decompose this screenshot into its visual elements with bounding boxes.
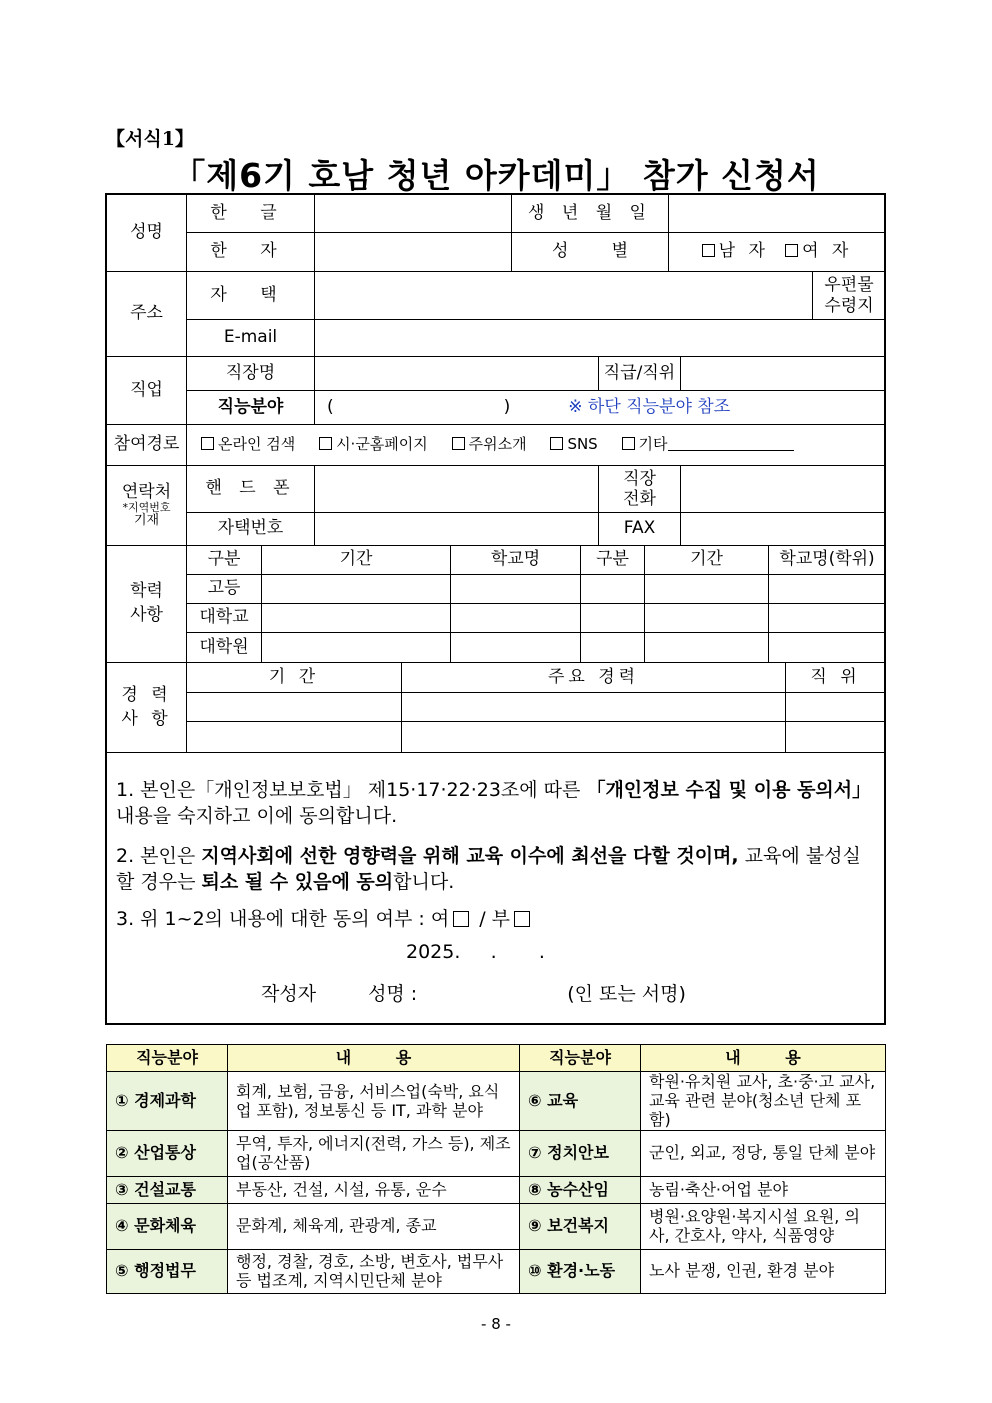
workplace-input[interactable] (315, 357, 599, 391)
edu-cell[interactable] (645, 604, 769, 633)
route-online-label: 온라인 검색 (218, 435, 296, 454)
workplace-label: 직장명 (187, 357, 315, 391)
ref-header-content: 내 용 (228, 1045, 520, 1072)
edu-header-school-degree: 학교명(학위) (769, 546, 886, 575)
edu-cell[interactable] (451, 633, 581, 663)
ref-category: ③ 건설교통 (107, 1176, 228, 1203)
edu-header-period-2: 기간 (645, 546, 769, 575)
edu-cell[interactable] (645, 633, 769, 663)
email-label: E-mail (187, 320, 315, 357)
ref-category: ⑩ 환경·노동 (520, 1249, 641, 1293)
gender-options (669, 233, 886, 272)
route-sns-label: SNS (567, 435, 598, 454)
agreement-item3-no: / 부 (473, 908, 511, 930)
contact-section (106, 465, 886, 546)
ref-category: ⑧ 농수산임 (520, 1176, 641, 1203)
name-section (106, 194, 886, 272)
agreement-item1-text-a: 1. 본인은「개인정보보호법」 제15·17·22·23조에 따른 (116, 779, 587, 801)
route-referral-label: 주위소개 (468, 435, 527, 454)
edu-row-university: 대학교 (187, 604, 262, 633)
ref-description: 군인, 외교, 정당, 통일 단체 분야 (641, 1130, 886, 1176)
edu-row-highschool: 고등 (187, 575, 262, 604)
route-other-input[interactable] (668, 436, 794, 451)
career-cell[interactable] (786, 722, 886, 753)
career-cell[interactable] (187, 693, 402, 722)
contact-label: 연락처 (121, 481, 172, 502)
male-checkbox[interactable] (702, 244, 715, 257)
career-cell[interactable] (187, 722, 402, 753)
edu-header-type-2: 구분 (581, 546, 645, 575)
agreement-item2-bold: 지역사회에 선한 영향력을 위해 교육 이수에 최선을 다할 것이며, (201, 845, 739, 867)
agreement-item3-text: 3. 위 1~2의 내용에 대한 동의 여부 : 여 (116, 908, 450, 930)
email-input[interactable] (315, 320, 886, 357)
ref-description: 노사 분쟁, 인권, 환경 분야 (641, 1249, 886, 1293)
agreement-signature-line (261, 982, 821, 1008)
route-sns-checkbox[interactable] (550, 437, 563, 450)
ref-description: 행정, 경찰, 경호, 소방, 변호사, 법무사 등 법조계, 지역시민단체 분야 (228, 1249, 520, 1293)
education-label-cell (107, 546, 187, 663)
agreement-item-2 (116, 844, 876, 895)
signer-name-label: 성명 : (368, 983, 418, 1005)
ref-category: ⑦ 정치안보 (520, 1130, 641, 1176)
agreement-item1-text-c: 내용을 숙지하고 이에 동의합니다. (116, 804, 398, 827)
contact-note-line2: 기재 (133, 512, 160, 528)
edu-cell[interactable] (645, 575, 769, 604)
ref-description: 무역, 투자, 에너지(전력, 가스 등), 제조업(공산품) (228, 1130, 520, 1176)
agreement-item2-text-c: 교육에 불성실할 경우는 (116, 845, 861, 893)
agreement-section (106, 752, 885, 1024)
ref-category: ④ 문화체육 (107, 1203, 228, 1249)
fax-input[interactable] (681, 513, 886, 546)
career-header-period: 기 간 (187, 663, 402, 693)
edu-cell[interactable] (581, 604, 645, 633)
career-label-line2: 사 항 (121, 708, 172, 729)
edu-cell[interactable] (262, 575, 451, 604)
ref-header-field: 직능분야 (107, 1045, 228, 1072)
agreement-item2-bold-2: 퇴소 될 수 있음에 동의 (201, 870, 394, 893)
birth-date-input[interactable] (669, 195, 886, 233)
birth-date-label: 생 년 월 일 (512, 195, 669, 233)
edu-cell[interactable] (581, 633, 645, 663)
ref-category: ⑤ 행정법무 (107, 1249, 228, 1293)
agreement-item-1 (116, 778, 876, 829)
ref-category: ① 경제과학 (107, 1072, 228, 1131)
route-online-checkbox[interactable] (201, 437, 214, 450)
edu-header-type: 구분 (187, 546, 262, 575)
document-title: 「제6기 호남 청년 아카데미」 참가 신청서 (172, 156, 820, 195)
route-homepage-label: 시·군홈페이지 (336, 435, 428, 454)
job-field-label: 직능분야 (187, 391, 315, 425)
edu-cell[interactable] (451, 604, 581, 633)
agreement-item1-bold: 「개인정보 수집 및 이용 동의서」 (586, 779, 872, 801)
route-label: 참여경로 (107, 425, 187, 466)
career-header-main: 주요 경력 (402, 663, 786, 693)
edu-cell[interactable] (769, 633, 886, 663)
edu-row-graduate: 대학원 (187, 633, 262, 663)
contact-label-cell (107, 466, 187, 546)
job-field-note: ※ 하단 직능분야 참조 (568, 396, 731, 417)
education-label-line1: 학력 (130, 581, 163, 602)
edu-cell[interactable] (581, 575, 645, 604)
ref-description: 회계, 보험, 금융, 서비스업(숙박, 요식업 포함), 정보통신 등 IT, 과학 분야 (228, 1072, 520, 1131)
ref-description: 부동산, 건설, 시설, 유통, 운수 (228, 1176, 520, 1203)
edu-header-period: 기간 (262, 546, 451, 575)
mail-receive-label (813, 272, 886, 320)
address-section (106, 271, 886, 357)
agreement-item2-text-a: 2. 본인은 (116, 845, 202, 867)
gender-label: 성 별 (512, 233, 669, 272)
home-phone-input[interactable] (315, 513, 599, 546)
education-label-line2: 사항 (130, 605, 163, 625)
career-cell[interactable] (402, 693, 786, 722)
career-label-cell (107, 663, 187, 753)
edu-cell[interactable] (769, 604, 886, 633)
career-label-line1: 경 력 (121, 684, 172, 705)
ref-category: ⑥ 교육 (520, 1072, 641, 1131)
ref-category: ② 산업통상 (107, 1130, 228, 1176)
agree-no-checkbox[interactable] (514, 911, 530, 927)
job-field-input[interactable] (315, 391, 886, 425)
hanja-name-label: 한 자 (187, 233, 315, 272)
mail-receive-line1: 우편물 (824, 275, 874, 296)
edu-cell[interactable] (451, 575, 581, 604)
fax-label: FAX (599, 513, 681, 546)
home-address-label: 자 택 (187, 272, 315, 320)
home-address-input[interactable] (315, 272, 813, 320)
address-label: 주소 (107, 272, 187, 357)
agreement-item2-text-e: 합니다. (393, 870, 455, 893)
seal-label: (인 또는 서명) (567, 983, 686, 1005)
female-checkbox[interactable] (785, 244, 798, 257)
ref-category: ⑨ 보건복지 (520, 1203, 641, 1249)
route-options (187, 425, 886, 466)
position-input[interactable] (681, 357, 886, 391)
form-number-label: 【서식1】 (106, 128, 194, 150)
mobile-label: 핸 드 폰 (187, 466, 315, 513)
ref-description: 농림·축산·어업 분야 (641, 1176, 886, 1203)
office-phone-line2: 전화 (623, 489, 656, 509)
route-other-label: 기타 (638, 435, 668, 454)
female-label: 여 자 (802, 241, 853, 262)
position-label: 직급/직위 (599, 357, 681, 391)
ref-description: 문화계, 체육계, 관광계, 종교 (228, 1203, 520, 1249)
hanja-name-input[interactable] (315, 233, 512, 272)
ref-header-content-2: 내 용 (641, 1045, 886, 1072)
office-phone-label (599, 466, 681, 513)
agree-yes-checkbox[interactable] (453, 911, 469, 927)
contact-note-line1: *지역번호 (122, 500, 171, 514)
job-field-open-paren: ( (327, 396, 334, 417)
ref-description: 병원·요양원·복지시설 요원, 의사, 간호사, 약사, 식품영양 (641, 1203, 886, 1249)
career-cell[interactable] (786, 693, 886, 722)
signer-label: 작성자 (261, 983, 317, 1005)
job-section (106, 356, 886, 425)
job-field-reference-table (106, 1044, 886, 1294)
korean-name-input[interactable] (315, 195, 512, 233)
office-phone-line1: 직장 (623, 468, 656, 489)
male-label: 남 자 (718, 241, 769, 262)
agreement-item-3 (116, 907, 876, 933)
route-other-checkbox[interactable] (622, 437, 635, 450)
edu-cell[interactable] (262, 604, 451, 633)
mobile-input[interactable] (315, 466, 599, 513)
mail-receive-line2: 수령지 (824, 295, 874, 316)
route-homepage-checkbox[interactable] (319, 437, 332, 450)
agreement-date: 2025. . . (406, 941, 545, 963)
ref-header-field-2: 직능분야 (520, 1045, 641, 1072)
name-label: 성명 (107, 195, 187, 272)
career-section (106, 662, 886, 753)
career-header-position: 직 위 (786, 663, 886, 693)
career-cell[interactable] (402, 722, 786, 753)
job-label: 직업 (107, 357, 187, 425)
ref-description: 학원·유치원 교사, 초·중·고 교사, 교육 관련 분야(청소년 단체 포함) (641, 1072, 886, 1131)
page-number: - 8 - (481, 1315, 511, 1333)
edu-cell[interactable] (769, 575, 886, 604)
korean-name-label: 한 글 (187, 195, 315, 233)
job-field-close-paren: ) (503, 396, 511, 417)
office-phone-input[interactable] (681, 466, 886, 513)
education-section (106, 545, 886, 663)
home-phone-label: 자택번호 (187, 513, 315, 546)
edu-header-school: 학교명 (451, 546, 581, 575)
route-section (106, 424, 886, 466)
edu-cell[interactable] (262, 633, 451, 663)
route-referral-checkbox[interactable] (452, 437, 465, 450)
